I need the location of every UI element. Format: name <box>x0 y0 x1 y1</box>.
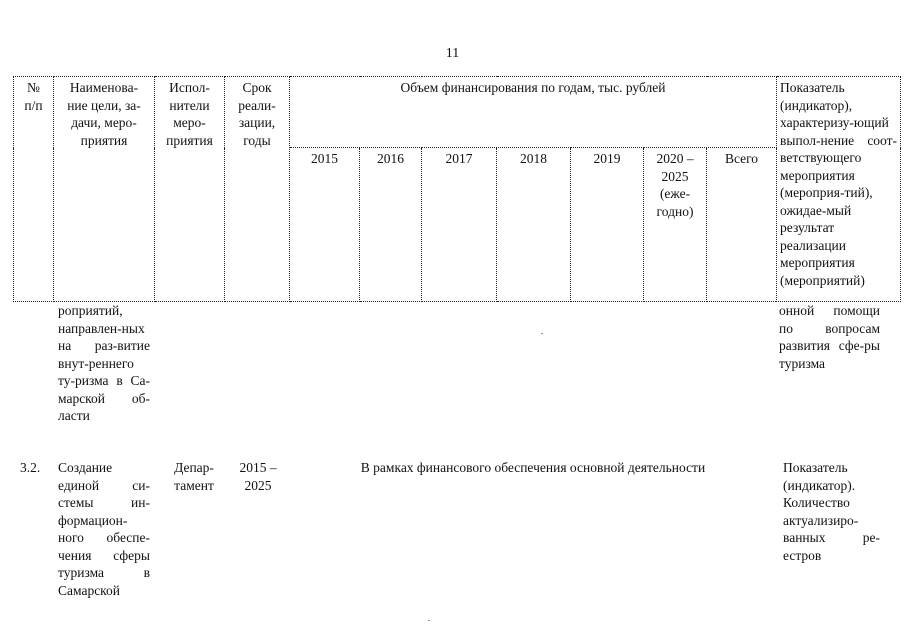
table-header <box>13 76 900 302</box>
continuation-name: роприятий, направлен-ных на раз-витие внут-реннего ту-ризма в Са-марской об-ласти <box>58 303 150 423</box>
row-3-2-executor: Депар- тамент <box>174 460 214 493</box>
row-3-2-term: 2015 – 2025 <box>239 460 277 493</box>
row-3-2-indicator: Показатель (индикатор). Количество актуализиро-ванных ре-естров <box>783 460 880 563</box>
row-3-2-name: Создание единой си-стемы ин-формацион-ного обеспе-чения сферы туризма в Самарской <box>58 460 150 598</box>
header-num: № п/п <box>14 77 54 302</box>
row-3-2-funding: В рамках финансового обеспечения основной деятельности <box>360 460 706 475</box>
scan-speck <box>541 333 543 334</box>
header-total: Всего <box>707 148 777 302</box>
header-year-2015: 2015 <box>290 148 360 302</box>
continuation-indicator: онной помощи по вопросам развития сфе-ры туризма <box>779 303 880 371</box>
header-executors: Испол- нители меро- приятия <box>155 77 225 302</box>
header-term: Срок реали- зации, годы <box>225 77 290 302</box>
header-year-2017: 2017 <box>422 148 497 302</box>
header-year-2018: 2018 <box>497 148 571 302</box>
header-name: Наименова- ние цели, за- дачи, меро- приятия <box>54 77 155 302</box>
page-number: 11 <box>445 46 460 61</box>
row-3-2-num: 3.2. <box>20 460 41 475</box>
header-year-2016: 2016 <box>360 148 422 302</box>
header-year-2019: 2019 <box>571 148 644 302</box>
scan-speck <box>428 620 430 621</box>
header-funding: Объем финансирования по годам, тыс. рублей <box>290 77 777 148</box>
header-year-2020-2025: 2020 – 2025 (еже- годно) <box>644 148 707 302</box>
header-indicator: Показатель (индикатор), характеризу-ющий выпол-нение соот-ветствующего мероприятия (мероприя-тий), ожидае-мый результат реализации мероприятия (мероприятий) <box>777 77 901 302</box>
